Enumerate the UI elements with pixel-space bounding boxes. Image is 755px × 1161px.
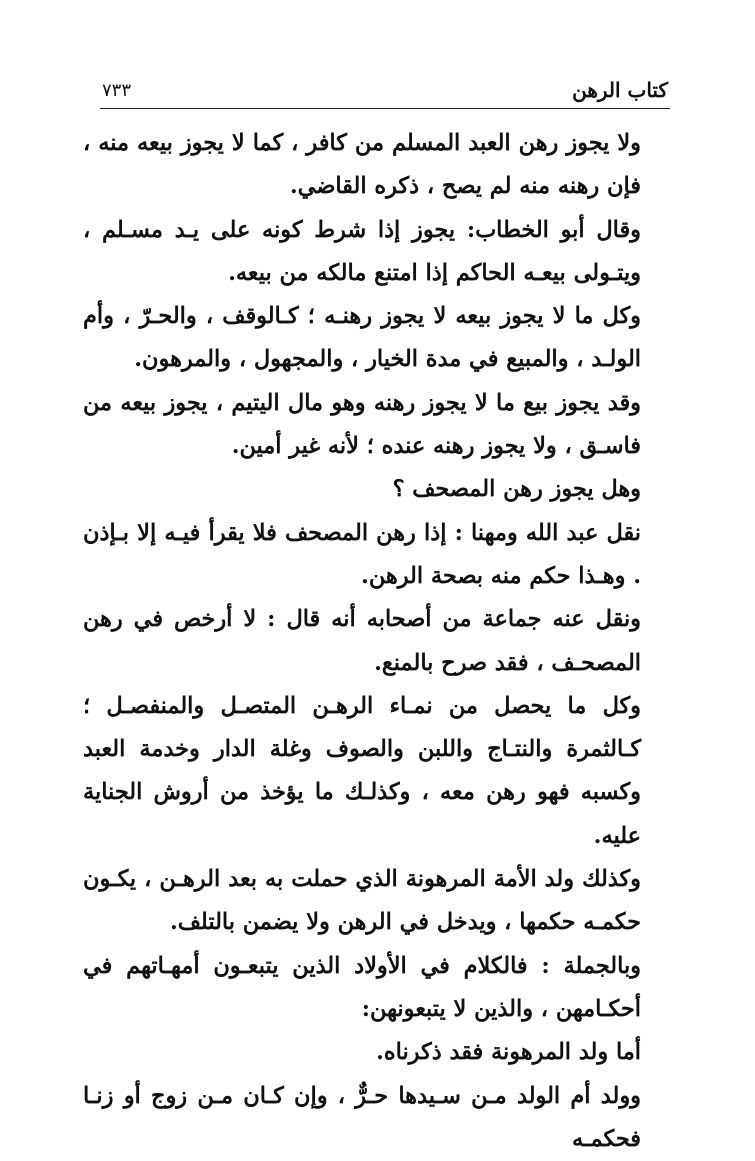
chapter-title: كتاب الرهن <box>572 78 668 102</box>
paragraph-10: وبالجملة : فالكلام في الأولاد الذين يتبعـون أمهـاتهم في أحكـامهن ، والذين لا يتبعونهن: <box>83 952 641 1022</box>
paragraph-1: ولا يجوز رهن العبد المسلم من كافر ، كما لا يجوز بيعه منه ، فإن رهنه منه لم يصح ، ذكره القاضي. <box>83 130 641 200</box>
page-number: ٧٣٣ <box>102 80 132 101</box>
paragraph-9: وكذلك ولد الأمة المرهونة الذي حملت به بعد الرهـن ، يكـون حكمـه حكمها ، ويدخل في الرهن ولا يضمن بالتلف. <box>83 866 641 936</box>
paragraph-2: وقال أبو الخطاب: يجوز إذا شرط كونه على يـد مسـلم ، ويتـولى بيعـه الحاكم إذا امتنع مالكه من بيعه. <box>83 216 641 286</box>
paragraph-11: أما ولد المرهونة فقد ذكرناه. <box>376 1039 641 1066</box>
paragraph-5: وهل يجوز رهن المصحف ؟ <box>392 476 641 503</box>
page-header <box>100 76 670 109</box>
paragraph-12: وولد أم الولد مـن سـيدها حـرٌّ ، وإن كـان مـن زوج أو زنـا فحكمـه <box>83 1082 641 1152</box>
body-text <box>83 122 673 1161</box>
paragraph-8: وكل ما يحصل من نمـاء الرهـن المتصـل والمنفصـل ؛ كـالثمرة والنتـاج واللبن والصوف وغلة الدار وخدمة العبد وكسبه فهو رهن معه ، وكذلـك ما يؤخذ من أروش الجناية عليه. <box>83 692 641 849</box>
paragraph-7: ونقل عنه جماعة من أصحابه أنه قال : لا أرخص في رهن المصحـف ، فقد صرح بالمنع. <box>83 606 641 676</box>
paragraph-4: وقد يجوز بيع ما لا يجوز رهنه وهو مال اليتيم ، يجوز بيعه من فاسـق ، ولا يجوز رهنه عنده ؛ لأنه غير أمين. <box>83 389 641 460</box>
paragraph-3: وكل ما لا يجوز بيعه لا يجوز رهنـه ؛ كـالوقف ، والحـرّ ، وأم الولـد ، والمبيع في مدة الخيار ، والمجهول ، والمرهون. <box>83 303 641 373</box>
paragraph-6: نقل عبد الله ومهنا : إذا رهن المصحف فلا يقرأ فيـه إلا بـإذن . وهـذا حكم منه بصحة الرهن. <box>83 519 641 589</box>
